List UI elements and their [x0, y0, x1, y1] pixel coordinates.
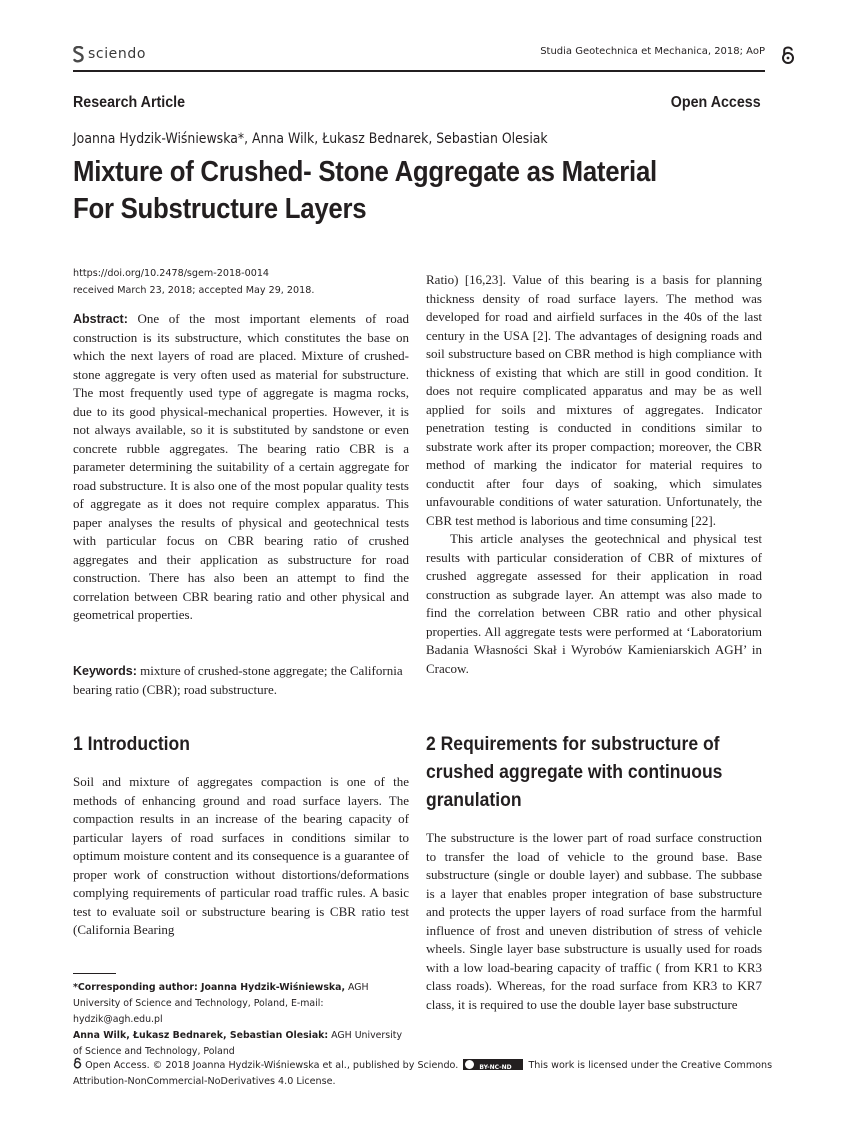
abstract-label: Abstract: — [73, 312, 128, 326]
logo-text: sciendo — [88, 46, 147, 62]
introduction-body — [73, 773, 409, 940]
abstract — [73, 310, 409, 625]
journal-name: Studia Geotechnica et Mechanica, 2018; AoP — [540, 46, 765, 57]
section-heading-requirements: 2 Requirements for substructure of crushed aggregate with continuous granulation — [426, 733, 723, 811]
article-type: Research Article — [73, 94, 186, 111]
keywords-label: Keywords: — [73, 664, 137, 678]
corresponding-author-label: *Corresponding author: Joanna Hydzik-Wiśniewska, — [73, 982, 346, 993]
cc-license-badge-icon[interactable]: BY-NC-ND — [463, 1059, 523, 1070]
license-notice — [73, 1057, 773, 1090]
requirements-body — [426, 829, 762, 1014]
paragraph: Ratio) [16,23]. Value of this bearing is a basis for planning thickness density of road surface layers. The method was developed for road and airfield surfaces in the 40s of the last century in the USA [2]. The advantages of designing roads and soil substructure based on CBR method is high compliance with thickness of existing that which are still in good condition. It does not require complicated apparatus and may be as well applied for soils and mixtures of aggregates. Indicator penetration testing is conducted in conditions similar to substrate work after its proper compaction; moreover, the CBR method of marking the indicator for material requires to conductit after four days of soaking, which simulates unfavourable conditions of water saturation. Unfortunately, the CBR test method is laborious and time consuming [22]. — [426, 272, 762, 528]
title-line-1: Mixture of Crushed- Stone Aggregate as Material — [73, 156, 657, 188]
open-access-icon — [781, 45, 795, 65]
open-access-label: Open Access — [671, 94, 761, 111]
license-text-pre: Open Access. © 2018 Joanna Hydzik-Wiśniewska et al., published by Sciendo. — [85, 1060, 459, 1071]
coauthors-label: Anna Wilk, Łukasz Bednarek, Sebastian Olesiak: — [73, 1030, 329, 1041]
received-dates: received March 23, 2018; accepted May 29, 2018. — [73, 285, 315, 296]
corresponding-author-text: AGH University of Science and Technology, Poland, E-mail: hydzik@agh.edu.pl — [73, 982, 369, 1025]
publisher-logo — [73, 44, 146, 64]
right-column-continuation — [426, 271, 762, 678]
author-list: Joanna Hydzik-Wiśniewska*, Anna Wilk, Łukasz Bednarek, Sebastian Olesiak — [73, 131, 548, 147]
abstract-text: One of the most important elements of road construction is its substructure, which constitutes the base on which the next layers of road are placed. Mixture of crushed-stone aggregate is very often used as material for substructure. The most frequently used type of aggregate is magma rocks, due to its good physical-mechanical properties. However, it is not always available, so it is substituted by sandstone or even concrete rubble aggregates. The bearing ratio CBR is a parameter determining the suitability of a certain aggregate for road substructure. It is also one of the most popular quality tests of aggregate as it does not require complex apparatus. This paper analyses the results of physical and geotechnical tests with particular focus on CBR bearing ratio of crushed aggregates and their application as substructure for road construction. There has also been an attempt to find the correlation between CBR bearing ratio and other physical and geometrical properties. — [73, 311, 409, 622]
keywords — [73, 662, 409, 699]
paragraph: Soil and mixture of aggregates compaction is one of the methods of enhancing ground and road surface layers. The compaction results in an increase of the bearing capacity of particular layers of road surfaces in conditions similar to optimum moisture content and its consequence is a guarantee of proper work of construction without distortions/deformations complying requirements of particular road traffic rules. A basic test to evaluate soil or substructure bearing is CBR ratio test (California Bearing — [73, 774, 409, 937]
paragraph: This article analyses the geotechnical and physical test results with particular consideration of CBR of mixtures of crushed aggregate assessed for their application in road construction as subgrade layer. An attempt was also made to find the correlation between CBR ratio and other physical properties. All aggregate tests were performed at ‘Laboratorium Badania Własności Skał i Wyrobów Kamieniarskich AGH’ in Cracow. — [426, 531, 762, 676]
coauthors-text: AGH University of Science and Technology, Poland — [73, 1030, 402, 1057]
article-title — [73, 154, 761, 228]
paragraph: The substructure is the lower part of road surface construction to transfer the load of vehicle to the ground base. Base substructure (single or double layer) and subbase. The subbase is a layer that enables proper integration of base substructure and protects the upper layers of road surface from the harmful influence of frost and uneven distribution of stress of vehicle wheels. Single layer base substructure is usually used for roads with a low load-bearing capacity of traffic ( from KR1 to KR3 class roads). Whereas, for the road surface from KR3 to KR7 class, it is required to use the double layer base substructure — [426, 830, 762, 1012]
keywords-text: mixture of crushed-stone aggregate; the California bearing ratio (CBR); road substructure. — [73, 663, 403, 697]
sciendo-logo-icon — [73, 46, 84, 63]
open-access-small-icon — [73, 1057, 82, 1069]
title-line-2: For Substructure Layers — [73, 193, 367, 225]
section-heading-introduction: 1 Introduction — [73, 733, 190, 755]
footnote-divider — [73, 973, 116, 974]
author-footnote — [73, 980, 413, 1060]
article-meta — [73, 265, 314, 299]
page-header — [73, 42, 765, 72]
doi-link[interactable]: https://doi.org/10.2478/sgem-2018-0014 — [73, 268, 270, 279]
license-text-post: This work is licensed under the Creative Commons Attribution-NonCommercial-NoDerivatives 4.0 License. — [73, 1060, 773, 1087]
